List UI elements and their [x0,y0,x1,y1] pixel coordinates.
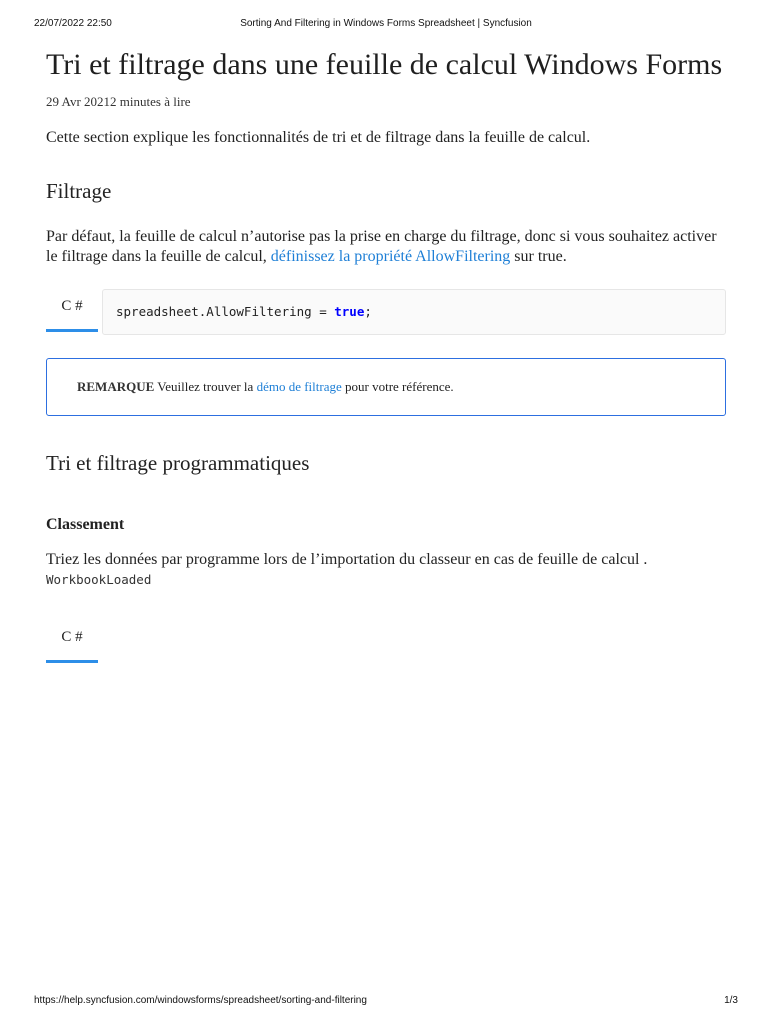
code-block-filtering [46,289,726,335]
subheading-classement: Classement [46,516,125,533]
filtering-text-before: Par défaut, la feuille de calcul n’autorise pas la prise en charge du filtrage, donc si vous souhaitez activer le filtrage dans la feuille de calcul, [46,228,717,265]
article [46,46,726,663]
sorting-text: Triez les données par programme lors de l’importation du classeur en cas de feuille de calcul . [46,551,648,568]
print-datetime: 22/07/2022 22:50 [34,18,112,29]
code-tab-csharp-2[interactable]: C # [46,620,98,663]
sorting-paragraph [46,550,726,590]
inline-code-workbookloaded: WorkbookLoaded [46,572,152,587]
print-url: https://help.syncfusion.com/windowsforms/spreadsheet/sorting-and-filtering [34,995,367,1006]
print-footer [34,995,738,1009]
allowfiltering-property-link[interactable]: définissez la propriété AllowFiltering [270,248,511,265]
intro-paragraph: Cette section explique les fonctionnalités de tri et de filtrage dans la feuille de calcul. [46,129,591,146]
section-heading-programmatic: Tri et filtrage programmatiques [46,451,310,475]
code-snippet [102,289,726,335]
article-meta: 29 Avr 20212 minutes à lire [46,94,191,109]
note-label: REMARQUE [77,379,155,394]
print-header [34,18,738,32]
code-suffix: ; [364,304,372,319]
print-doc-title: Sorting And Filtering in Windows Forms Spreadsheet | Syncfusion [240,18,532,29]
page-title: Tri et filtrage dans une feuille de calcul Windows Forms [46,48,723,81]
note-text-before: Veuillez trouver la [154,379,257,394]
section-heading-filtrage: Filtrage [46,179,112,203]
filtering-paragraph [46,227,726,267]
note-callout [46,358,726,416]
print-page-number: 1/3 [724,995,738,1006]
note-text-after: pour votre référence. [341,379,454,394]
filtering-text-after: sur true. [510,248,567,265]
code-tab-csharp[interactable]: C # [46,289,98,332]
code-text: spreadsheet.AllowFiltering = [116,304,335,319]
filtering-demo-link[interactable]: démo de filtrage [256,379,342,394]
code-keyword: true [334,304,365,319]
